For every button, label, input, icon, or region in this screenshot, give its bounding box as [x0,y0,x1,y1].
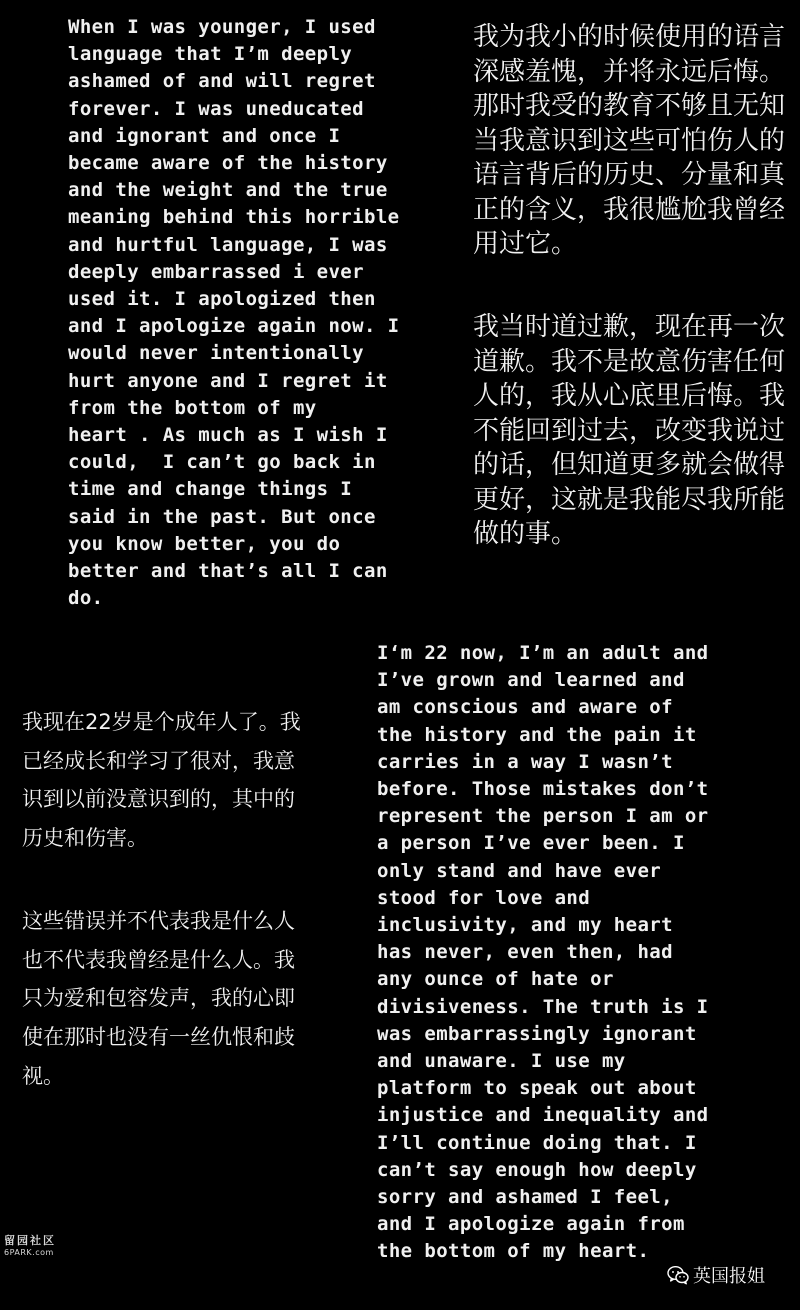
wechat-watermark [667,1262,765,1288]
statement-english-part-2: I‘m 22 now, I’m an adult and I’ve grown and learned and am conscious and aware of the history and the pain it carries in a way I wasn’t before. Those mistakes don’t represent the person I am or a person I’ve ever been. I only stand and have ever stood for love and inclusivity, and my heart has never, even then, had any ounce of hate or divisiveness. The truth is I was embarrassingly ignorant and unaware. I use my platform to speak out about injustice and inequality and I’ll continue doing that. I can’t say enough how deeply sorry and ashamed I feel, and I apologize again from the bottom of my heart. [377,642,709,1263]
statement-chinese-translation-2: 我当时道过歉，现在再一次 道歉。我不是故意伤害任何 人的，我从心底里后悔。我 不能回到过去，改变我说过 的话，但知道更多就会做得 更好，这就是我能尽我所能 做的事。 [473,312,786,549]
wechat-icon [667,1265,689,1285]
sixpark-watermark-en: 6PARK.com [4,1248,54,1257]
statement-chinese-translation-4: 这些错误并不代表我是什么人 也不代表我曾经是什么人。我 只为爱和包容发声，我的心即 使在那时也没有一丝仇恨和歧 视。 [22,909,295,1088]
statement-chinese-translation-1: 我为我小的时候使用的语言 深感羞愧，并将永远后悔。 那时我受的教育不够且无知 当我意识到这些可怕伤人的 语言背后的历史、分量和真 正的含义，我很尴尬我曾经 用过它。 [473,22,786,259]
sixpark-watermark-logo [4,1235,74,1257]
wechat-account-name: 英国报姐 [693,1266,765,1287]
statement-english-part-1: When I was younger, I used language that I’m deeply ashamed of and will regret forever. I was uneducated and ignorant and once I became aware of the history and the weight and the true meaning behind this horrible and hurtful language, I was deeply embarrassed i ever used it. I apologized then and I apologize again now. I would never intentionally hurt anyone and I regret it from the bottom of my heart . As much as I wish I could, I can’t go back in time and change things I said in the past. But once you know better, you do better and that’s all I can do. [68,16,400,610]
statement-chinese-translation-3: 我现在22岁是个成年人了。我 已经成长和学习了很对，我意 识到以前没意识到的，其中的 历史和伤害。 [22,710,301,851]
sixpark-watermark-cn: 留园社区 [4,1234,56,1247]
